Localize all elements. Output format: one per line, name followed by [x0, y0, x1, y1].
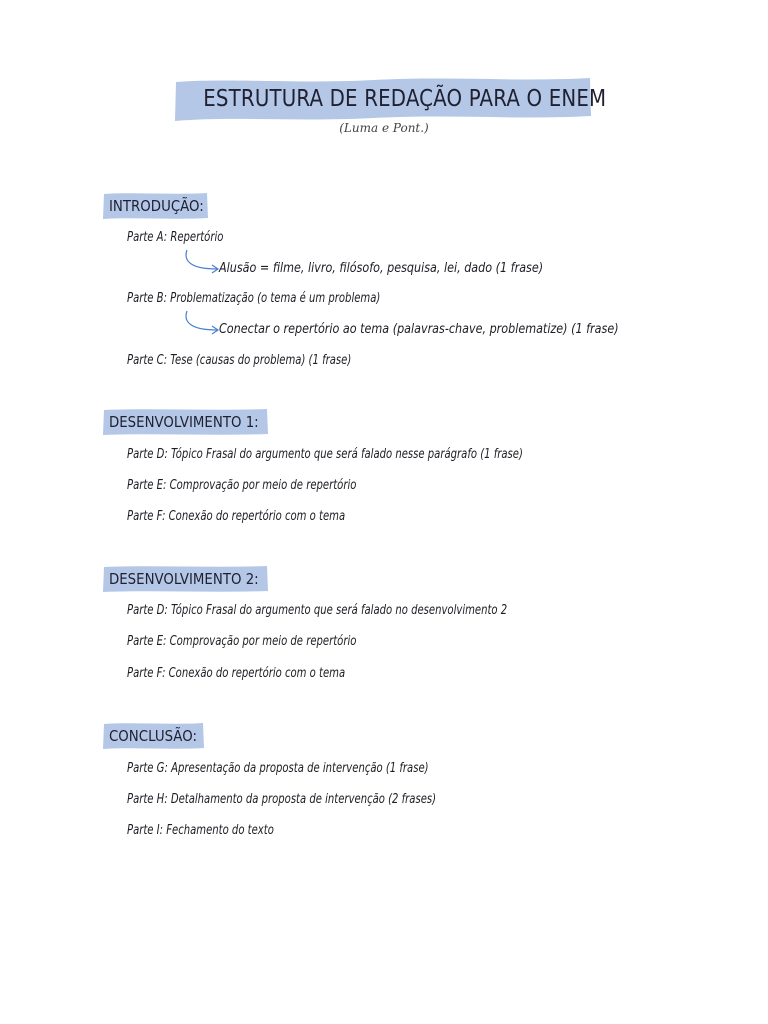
conclusion-part-i: Parte I: Fechamento do texto — [127, 823, 274, 838]
heading-introducao: INTRODUÇÃO: — [109, 197, 204, 215]
dev2-part-e: Parte E: Comprovação por meio de repertório — [127, 634, 357, 649]
dev2-part-f: Parte F: Conexão do repertório com o tema — [127, 666, 346, 681]
conclusion-part-g: Parte G: Apresentação da proposta de intervenção (1 frase) — [127, 761, 429, 776]
arrow-icon — [183, 310, 223, 336]
dev1-part-d: Parte D: Tópico Frasal do argumento que será falado nesse parágrafo (1 frase) — [127, 447, 523, 462]
heading-desenvolvimento-1: DESENVOLVIMENTO 1: — [109, 413, 259, 431]
intro-part-b-detail: Conectar o repertório ao tema (palavras-chave, problematize) (1 frase) — [219, 322, 619, 337]
title-banner — [174, 76, 607, 122]
intro-part-a-detail: Alusão = filme, livro, filósofo, pesquisa, lei, dado (1 frase) — [219, 261, 544, 276]
intro-part-c: Parte C: Tese (causas do problema) (1 frase) — [127, 353, 352, 368]
heading-desenvolvimento-2: DESENVOLVIMENTO 2: — [109, 570, 259, 588]
dev1-part-e: Parte E: Comprovação por meio de repertório — [127, 478, 357, 493]
dev2-part-d: Parte D: Tópico Frasal do argumento que será falado no desenvolvimento 2 — [127, 603, 508, 618]
conclusion-part-h: Parte H: Detalhamento da proposta de intervenção (2 frases) — [127, 792, 437, 807]
page-subtitle: (Luma e Pont.) — [339, 121, 429, 135]
intro-part-b: Parte B: Problematização (o tema é um problema) — [127, 291, 381, 306]
heading-conclusao: CONCLUSÃO: — [109, 727, 197, 745]
arrow-icon — [183, 249, 223, 275]
page-title: ESTRUTURA DE REDAÇÃO PARA O ENEM — [203, 86, 607, 112]
intro-part-a: Parte A: Repertório — [127, 230, 224, 245]
dev1-part-f: Parte F: Conexão do repertório com o tema — [127, 509, 346, 524]
